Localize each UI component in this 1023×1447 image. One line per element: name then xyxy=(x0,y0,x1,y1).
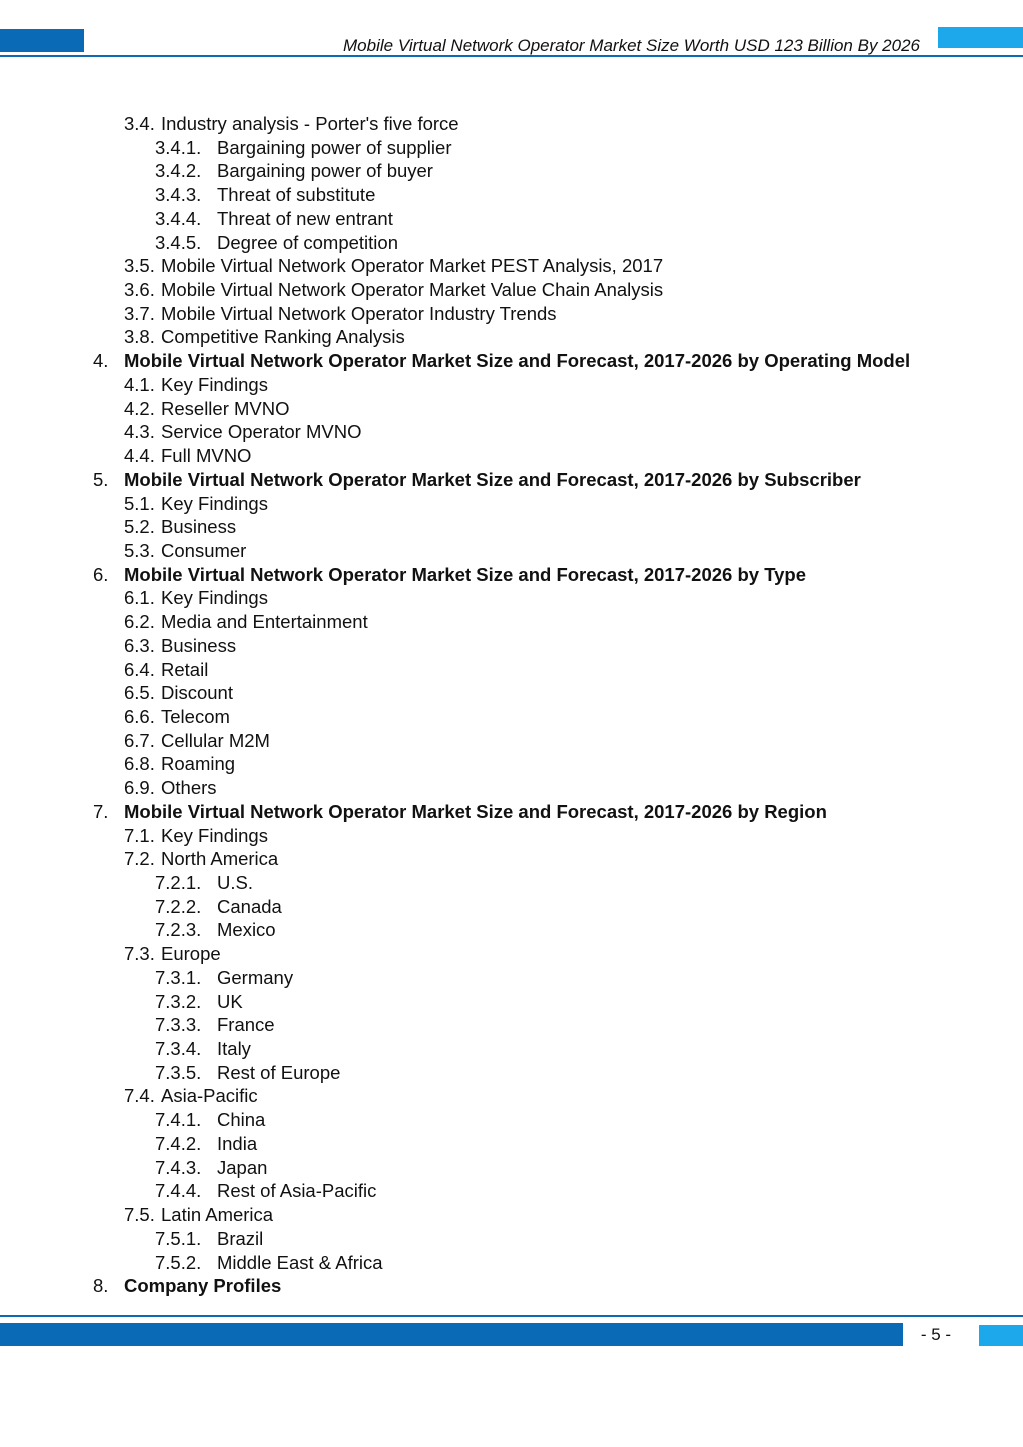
toc-entry-title: Middle East & Africa xyxy=(217,1251,383,1273)
toc-entry-title: U.S. xyxy=(217,872,253,893)
toc-entry-number: 3.4.1. xyxy=(155,136,202,158)
toc-entry-number: 7.2. xyxy=(124,848,155,870)
table-of-contents xyxy=(0,112,1023,1298)
toc-subsection xyxy=(0,942,1023,966)
toc-entry-number: 3.5. xyxy=(124,255,155,277)
toc-entry-number: 5.1. xyxy=(124,492,155,514)
toc-subsubsection xyxy=(0,895,1023,919)
toc-entry-number: 4. xyxy=(93,350,109,372)
toc-subsection xyxy=(0,658,1023,682)
toc-entry-title: Japan xyxy=(217,1156,268,1178)
toc-entry-number: 6.7. xyxy=(124,729,155,751)
toc-subsection xyxy=(0,325,1023,349)
toc-subsection xyxy=(0,729,1023,753)
toc-subsection xyxy=(0,776,1023,800)
toc-entry-title: Mobile Virtual Network Operator Market Size and Forecast, 2017-2026 by Type xyxy=(124,563,806,585)
toc-entry-number: 4.4. xyxy=(124,445,155,467)
toc-entry-title: Mobile Virtual Network Operator Market Size and Forecast, 2017-2026 by Subscriber xyxy=(124,468,861,490)
toc-entry-title: Threat of substitute xyxy=(217,184,376,206)
toc-entry-title: Business xyxy=(161,634,237,656)
toc-subsubsection xyxy=(0,159,1023,183)
toc-entry-title: Rest of Asia-Pacific xyxy=(217,1180,377,1202)
toc-entry-title: Telecom xyxy=(161,705,230,727)
toc-subsubsection xyxy=(0,966,1023,990)
toc-entry-number: 3.8. xyxy=(124,326,155,348)
toc-entry-title: Mobile Virtual Network Operator Market PEST Analysis, 2017 xyxy=(161,255,664,277)
toc-entry-title: Rest of Europe xyxy=(217,1061,341,1083)
toc-subsubsection xyxy=(0,871,1023,895)
footer-accent-bar-left xyxy=(0,1323,903,1346)
toc-entry-title: China xyxy=(217,1109,266,1131)
toc-subsubsection xyxy=(0,1179,1023,1203)
toc-entry-number: 6.4. xyxy=(124,658,155,680)
toc-entry-number: 7.5.1. xyxy=(155,1227,202,1249)
toc-entry-number: 3.7. xyxy=(124,302,155,324)
toc-entry-number: 7.3.4. xyxy=(155,1038,202,1060)
toc-subsection xyxy=(0,1084,1023,1108)
toc-subsubsection xyxy=(0,1227,1023,1251)
toc-subsubsection xyxy=(0,1061,1023,1085)
toc-entry-number: 7.2.3. xyxy=(155,919,202,941)
toc-entry-number: 7.2.2. xyxy=(155,895,202,917)
toc-entry-title: Bargaining power of buyer xyxy=(217,160,433,182)
toc-entry-title: Mobile Virtual Network Operator Market Size and Forecast, 2017-2026 by Operating Model xyxy=(124,350,911,372)
toc-subsubsection xyxy=(0,1108,1023,1132)
toc-entry-number: 7.1. xyxy=(124,824,155,846)
toc-entry-title: Key Findings xyxy=(161,492,268,514)
toc-entry-number: 7.4.2. xyxy=(155,1132,202,1154)
toc-subsubsection xyxy=(0,1013,1023,1037)
toc-subsubsection xyxy=(0,1251,1023,1275)
toc-entry-number: 6.6. xyxy=(124,705,155,727)
toc-entry-number: 4.3. xyxy=(124,421,155,443)
toc-entry-number: 7.5.2. xyxy=(155,1251,202,1273)
toc-entry-title: Germany xyxy=(217,966,294,988)
toc-entry-title: France xyxy=(217,1014,275,1036)
toc-entry-number: 6.1. xyxy=(124,587,155,609)
toc-entry-title: Latin America xyxy=(161,1204,274,1226)
toc-entry-title: Others xyxy=(161,777,217,799)
toc-entry-title: Cellular M2M xyxy=(161,729,270,751)
toc-entry-number: 7.2.1. xyxy=(155,872,202,893)
toc-subsection xyxy=(0,302,1023,326)
toc-entry-title: Bargaining power of supplier xyxy=(217,136,452,158)
toc-section xyxy=(0,563,1023,587)
toc-subsection xyxy=(0,847,1023,871)
footer-rule xyxy=(0,1315,1023,1317)
page-number: - 5 - xyxy=(920,1325,952,1344)
toc-subsection xyxy=(0,492,1023,516)
toc-subsection xyxy=(0,705,1023,729)
toc-entry-number: 4.2. xyxy=(124,397,155,419)
toc-entry-title: Europe xyxy=(161,943,221,965)
toc-entry-title: Mexico xyxy=(217,919,276,941)
toc-entry-number: 7.4. xyxy=(124,1085,155,1107)
toc-subsection xyxy=(0,112,1023,136)
toc-entry-number: 7.5. xyxy=(124,1204,155,1226)
toc-entry-title: Competitive Ranking Analysis xyxy=(161,326,405,348)
toc-entry-number: 3.6. xyxy=(124,279,155,301)
toc-section xyxy=(0,800,1023,824)
toc-entry-title: Asia-Pacific xyxy=(161,1085,258,1107)
header-rule xyxy=(0,55,1023,57)
toc-entry-number: 6.5. xyxy=(124,682,155,704)
toc-subsection xyxy=(0,634,1023,658)
header-title: Mobile Virtual Network Operator Market Size Worth USD 123 Billion By 2026 xyxy=(343,36,920,55)
toc-subsection xyxy=(0,420,1023,444)
toc-entry-number: 5.2. xyxy=(124,516,155,538)
toc-entry-title: Italy xyxy=(217,1038,251,1060)
toc-entry-number: 3.4.2. xyxy=(155,160,202,182)
toc-subsection xyxy=(0,1203,1023,1227)
toc-subsubsection xyxy=(0,136,1023,160)
toc-entry-number: 6.2. xyxy=(124,611,155,633)
toc-entry-number: 7.4.4. xyxy=(155,1180,202,1202)
toc-entry-title: Brazil xyxy=(217,1227,264,1249)
toc-subsubsection xyxy=(0,207,1023,231)
toc-entry-title: India xyxy=(217,1132,258,1154)
toc-entry-title: Media and Entertainment xyxy=(161,611,368,633)
toc-entry-number: 7.3.5. xyxy=(155,1061,202,1083)
toc-subsubsection xyxy=(0,1037,1023,1061)
toc-entry-title: Company Profiles xyxy=(124,1275,282,1297)
toc-entry-number: 6.8. xyxy=(124,753,155,775)
toc-subsection xyxy=(0,373,1023,397)
toc-subsubsection xyxy=(0,1156,1023,1180)
toc-subsection xyxy=(0,539,1023,563)
toc-entry-title: Service Operator MVNO xyxy=(161,421,362,443)
toc-subsubsection xyxy=(0,990,1023,1014)
toc-subsection xyxy=(0,610,1023,634)
toc-entry-title: Key Findings xyxy=(161,587,268,609)
toc-subsection xyxy=(0,681,1023,705)
header-accent-bar-left xyxy=(0,29,84,52)
toc-entry-number: 8. xyxy=(93,1275,109,1297)
toc-entry-title: Consumer xyxy=(161,539,247,561)
toc-entry-title: Canada xyxy=(217,895,282,917)
toc-section xyxy=(0,468,1023,492)
toc-entry-title: Full MVNO xyxy=(161,445,252,467)
toc-entry-title: Mobile Virtual Network Operator Market Size and Forecast, 2017-2026 by Region xyxy=(124,800,827,822)
toc-entry-title: UK xyxy=(217,990,243,1012)
toc-subsection xyxy=(0,254,1023,278)
toc-entry-title: Mobile Virtual Network Operator Market Value Chain Analysis xyxy=(161,279,664,301)
toc-entry-title: Key Findings xyxy=(161,824,268,846)
toc-subsection xyxy=(0,515,1023,539)
toc-entry-number: 7.3.2. xyxy=(155,990,202,1012)
toc-entry-number: 7.4.3. xyxy=(155,1156,202,1178)
toc-entry-number: 4.1. xyxy=(124,373,155,395)
toc-subsection xyxy=(0,278,1023,302)
toc-entry-title: Threat of new entrant xyxy=(217,207,393,229)
toc-subsubsection xyxy=(0,918,1023,942)
toc-entry-number: 3.4. xyxy=(124,113,155,134)
toc-entry-number: 3.4.3. xyxy=(155,184,202,206)
toc-subsection xyxy=(0,397,1023,421)
toc-entry-number: 6. xyxy=(93,563,109,585)
toc-entry-title: Mobile Virtual Network Operator Industry Trends xyxy=(161,302,557,324)
toc-entry-title: Degree of competition xyxy=(217,231,398,253)
footer-accent-bar-right xyxy=(979,1325,1023,1346)
toc-entry-title: Industry analysis - Porter's five force xyxy=(161,113,459,134)
toc-subsection xyxy=(0,586,1023,610)
toc-entry-title: Business xyxy=(161,516,237,538)
toc-entry-title: Retail xyxy=(161,658,209,680)
toc-subsection xyxy=(0,444,1023,468)
toc-subsection xyxy=(0,752,1023,776)
toc-entry-title: Reseller MVNO xyxy=(161,397,290,419)
toc-section xyxy=(0,1274,1023,1298)
toc-entry-number: 5. xyxy=(93,468,109,490)
toc-entry-number: 3.4.4. xyxy=(155,207,202,229)
toc-entry-number: 3.4.5. xyxy=(155,231,202,253)
toc-entry-number: 7.3. xyxy=(124,943,155,965)
toc-subsection xyxy=(0,824,1023,848)
toc-entry-number: 6.9. xyxy=(124,777,155,799)
header-accent-bar-right xyxy=(938,27,1023,48)
toc-entry-title: Key Findings xyxy=(161,373,268,395)
toc-entry-number: 7.3.1. xyxy=(155,966,202,988)
toc-entry-title: Roaming xyxy=(161,753,236,775)
toc-section xyxy=(0,349,1023,373)
toc-entry-number: 7.3.3. xyxy=(155,1014,202,1036)
toc-entry-number: 6.3. xyxy=(124,634,155,656)
toc-entry-number: 5.3. xyxy=(124,539,155,561)
toc-subsubsection xyxy=(0,1132,1023,1156)
toc-entry-number: 7.4.1. xyxy=(155,1109,202,1131)
toc-subsubsection xyxy=(0,183,1023,207)
toc-entry-number: 7. xyxy=(93,800,109,822)
toc-subsubsection xyxy=(0,231,1023,255)
toc-entry-title: Discount xyxy=(161,682,233,704)
toc-entry-title: North America xyxy=(161,848,279,870)
